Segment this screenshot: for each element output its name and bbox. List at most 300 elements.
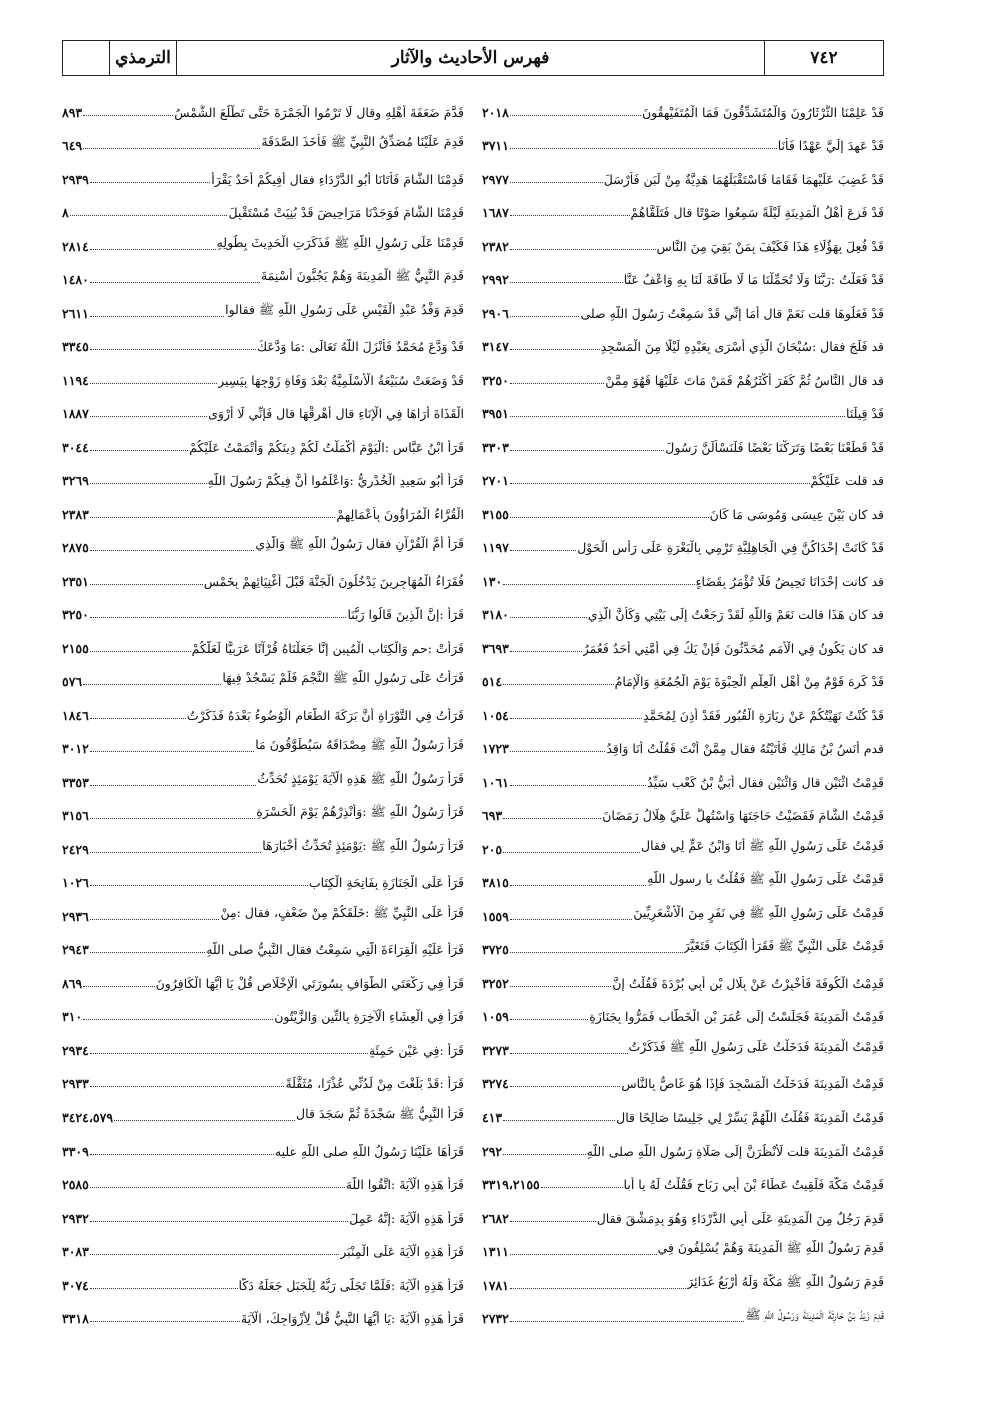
hadith-number: ٢٦١١ <box>62 305 89 321</box>
dot-leader <box>90 818 255 819</box>
dot-leader <box>510 517 709 518</box>
index-entry <box>482 861 884 895</box>
hadith-number: ١٦٨٧ <box>482 205 509 221</box>
index-entry <box>482 291 884 325</box>
entry-text: قَدْ قَطَعْنَا بَعْضًا وَتَرَكْنَا بَعْضًا فَلَنَسْأَلَنَّ رَسُولَ <box>665 439 884 455</box>
entry-text: قَدِمْنَا الشَّامَ فَأَتَانَا أَبُو الدَّرْدَاءِ فقال أَفِيكُمْ أَحَدٌ يَقْرَأُ <box>211 171 464 187</box>
dot-leader <box>83 986 154 987</box>
dot-leader <box>510 1254 657 1255</box>
index-entry <box>482 1129 884 1163</box>
dot-leader <box>90 1187 345 1188</box>
entry-text: قَدَّمَ ضَعَفَةَ أَهْلِهِ وقال لَا تَرْمُوا الْجَمْرَةَ حَتَّى تَطْلُعَ الشَّمْسُ <box>174 104 464 120</box>
hadith-number: ٣١٥٥ <box>482 506 509 522</box>
entry-text: قَدْ وَضَعَتْ سُبَيْعَةُ الْأَسْلَمِيَّةُ بَعْدَ وَفَاةِ زَوْجِهَا بِيَسِيرٍ <box>218 372 464 388</box>
entry-text: قَدِمْتُ عَلَى رَسُولِ اللَّهِ ﷺ فَقُلْتُ يا رسول اللَّهِ <box>647 871 884 887</box>
hadith-number: ٥١٤ <box>482 674 503 690</box>
hadith-number: ٣٠٨٣ <box>62 1244 89 1260</box>
hadith-number: ١٤٨٠ <box>62 272 89 288</box>
entry-text: قَدْ فَعَلْتُ :رَبَّنَا وَلَا تُحَمِّلْنَا مَا لَا طَاقَةَ لَنَا بِهِ وَاعْفُ عَنَّا <box>623 272 884 288</box>
hadith-number: ٢٩٣٣ <box>62 1076 89 1092</box>
hadith-number: ٣٢٥٠ <box>482 372 509 388</box>
hadith-number: ٢٩٣٦ <box>62 908 89 924</box>
dot-leader <box>90 1254 339 1255</box>
entry-text: قَرَأْتُ فِي التَّوْرَاةِ أَنَّ بَرَكَةَ الطَّعَامِ الْوُضُوءُ بَعْدَهُ فَذَكَرْتُ <box>186 707 464 723</box>
hadith-number: ٢٦٨٢ <box>482 1210 509 1226</box>
index-entry <box>482 1163 884 1197</box>
entry-text: قَدِمَ رَسُولُ اللَّهِ ﷺ مَكَّةَ وَلَهُ أَرْبَعُ غَدَائِرَ <box>687 1273 884 1289</box>
hadith-number: ٣٢٦٩ <box>62 473 89 489</box>
index-entry <box>62 459 464 493</box>
index-entry <box>62 1095 464 1129</box>
index-entry <box>482 526 884 560</box>
dot-leader <box>510 483 810 484</box>
index-entry <box>482 760 884 794</box>
entry-text: قَرَأَ رَسُولُ اللَّهِ ﷺ :وَأَنْذِرْهُمْ يَوْمَ الْحَسْرَةِ <box>256 804 464 820</box>
index-entry <box>62 928 464 962</box>
index-entry <box>482 693 884 727</box>
index-entry <box>62 1163 464 1197</box>
dot-leader <box>510 383 604 384</box>
hadith-number: ٨٦٩ <box>62 975 83 991</box>
header-empty-cell <box>63 41 109 75</box>
entry-text: قَدِمْتُ الشَّامَ فَقَضَيْتُ حَاجَتَهَا وَاسْتُهِلَّ عَلَيَّ هِلَالُ رَمَضَانَ <box>602 808 884 824</box>
dot-leader <box>90 182 210 183</box>
hadith-number: ٢٩٢ <box>482 1143 503 1159</box>
dot-leader <box>510 718 642 719</box>
entry-text: قَرَأَ هَذِهِ الْآيَةَ :اتَّقُوا اللَّهَ <box>345 1177 464 1193</box>
index-entry <box>62 995 464 1029</box>
entry-text: قَدِمْتُ الْمَدِينَةَ فَجَلَسْتُ إِلَى عُمَرَ بْنِ الْخَطَّابِ فَمَرُّوا بِجَنَازَةٍ <box>589 1009 884 1025</box>
hadith-number: ٢٩٣٩ <box>62 171 89 187</box>
entry-text: قَدِمَ عَلَيْنَا مُصَدِّقُ النَّبِيِّ ﷺ فَأَخَذَ الصَّدَقَةَ <box>261 134 464 150</box>
index-entry <box>62 358 464 392</box>
dot-leader <box>510 148 777 149</box>
dot-leader <box>503 818 601 819</box>
dot-leader <box>90 718 186 719</box>
dot-leader <box>90 550 254 551</box>
index-entry <box>62 325 464 359</box>
hadith-number: ٣١٥٦ <box>62 808 89 824</box>
index-entry <box>62 157 464 191</box>
dot-leader <box>510 349 600 350</box>
index-entry <box>482 1028 884 1062</box>
hadith-number: ٢٧٣٢ <box>482 1311 509 1327</box>
index-entry <box>62 1129 464 1163</box>
hadith-number: ٣٠١٢ <box>62 741 89 757</box>
index-entry <box>62 291 464 325</box>
dot-leader <box>503 684 613 685</box>
entry-text: قَدِمَ رَجُلٌ مِنَ الْمَدِينَةِ عَلَى أَبِي الدَّرْدَاءِ وَهُوَ بِدِمَشْقَ فقال <box>596 1210 884 1226</box>
entry-text: قدم أَنَسُ بْنُ مَالِكٍ فَأَتَيْتُهُ فقال مِمَّنْ أَنْتَ فَقُلْتُ أَنَا وَاقِدُ <box>606 741 884 757</box>
index-entry <box>62 392 464 426</box>
dot-leader <box>503 584 695 585</box>
entry-text: قَدِمْتُ الْمَدِينَةَ فَدَخَلْتُ عَلَى رَسُولِ اللَّهِ ﷺ فَذَكَرْتُ <box>628 1038 884 1054</box>
index-entry <box>482 928 884 962</box>
entry-text: قَرَأَ ابْنُ عَبَّاسٍ :الْيَوْمَ أَكْمَلْتُ لَكُمْ دِينَكُمْ وَأَتْمَمْتُ عَلَيْكُمْ <box>189 439 464 455</box>
index-entry <box>482 1297 884 1331</box>
hadith-number: ٣٧١١ <box>482 138 509 154</box>
dot-leader <box>510 785 646 786</box>
entry-text: قَرَأَ رَسُولُ اللَّهِ ﷺ :يَوْمَئِذٍ تُحَدِّثُ أَخْبَارَهَا <box>262 837 464 853</box>
hadith-number: ٣١٠ <box>62 1009 83 1025</box>
hadith-number: ١٣١١ <box>482 1244 509 1260</box>
dot-leader <box>90 1086 285 1087</box>
entry-text: قَرَأَ هَذِهِ الْآيَةَ :إِنَّهُ عَمِلَ <box>349 1210 464 1226</box>
page-header <box>62 40 884 76</box>
entry-text: قَدِمَ رَسُولُ اللَّهِ ﷺ الْمَدِينَةَ وَهُمْ يُسْلِفُونَ فِي <box>657 1240 884 1256</box>
dot-leader <box>510 416 845 417</box>
hadith-number: ١٨٤٦ <box>62 707 89 723</box>
index-entry <box>482 392 884 426</box>
entry-text: قَدِمَ زَيْدُ بْنُ حَارِثَةَ الْمَدِينَةَ وَرَسُولُ اللَّهِ ﷺ <box>745 1307 884 1323</box>
index-entry <box>62 827 464 861</box>
index-page <box>62 40 884 1330</box>
dot-leader <box>510 919 632 920</box>
hadith-number: ١٧٨١ <box>482 1277 509 1293</box>
index-entry <box>482 626 884 660</box>
dot-leader <box>503 1154 585 1155</box>
dot-leader <box>90 1321 240 1322</box>
hadith-number: ٣٩٥١ <box>482 406 509 422</box>
hadith-number: ١٠٥٤ <box>482 707 509 723</box>
index-entry <box>62 1263 464 1297</box>
index-entry <box>482 1062 884 1096</box>
entry-text: قَدْ فُعِلَ بِهَؤُلَاءِ هَذَا فَكَيْفَ بِمَنْ بَقِيَ مِنَ النَّاسِ <box>656 238 884 254</box>
entry-text: قَرَأَ فِي الْعِشَاءِ الْآخِرَةِ بِالتِّينِ وَالزَّيْتُونِ <box>274 1009 464 1025</box>
hadith-number: ٦٤٩ <box>62 138 83 154</box>
page-title: فهرس الأحاديث والآثار <box>176 41 764 75</box>
hadith-number: ٣١٤٧ <box>482 339 509 355</box>
entry-text: قَرَأَ رَسُولُ اللَّهِ ﷺ هَذِهِ الْآيَةَ يَوْمَئِذٍ تُحَدِّثُ <box>257 770 464 786</box>
index-entry <box>482 794 884 828</box>
entry-text: قَدِمْتُ عَلَى النَّبِيِّ ﷺ فَقَرَأَ الْكِتَابَ فَتَغَيَّرَ <box>683 938 884 954</box>
dot-leader <box>510 215 630 216</box>
hadith-number: ٣٣١٨ <box>62 1311 89 1327</box>
dot-leader <box>503 1120 615 1121</box>
page-number: ٧٤٢ <box>764 41 883 75</box>
book-name: الترمذي <box>109 41 176 75</box>
hadith-number: ١٠٥٩ <box>482 1009 509 1025</box>
entry-text: قد كان هَذَا قالت نَعَمْ وَاللَّهِ لَقَدْ رَجَعْتُ إِلَى بَيْتِي وَكَأَنَّ الَّذِي <box>587 607 884 623</box>
hadith-number: ٣٣٠٩ <box>62 1143 89 1159</box>
hadith-number: ٢٩٤٣ <box>62 942 89 958</box>
hadith-number: ١٠٢٦ <box>62 875 89 891</box>
hadith-number: ٣٠٧٤ <box>62 1277 89 1293</box>
index-entry <box>482 995 884 1029</box>
dot-leader <box>510 1321 745 1322</box>
dot-leader <box>510 115 641 116</box>
hadith-number: ٢٧٠١ <box>482 473 509 489</box>
dot-leader <box>90 651 191 652</box>
dot-leader <box>90 751 254 752</box>
entry-text: قد فَلَجَ فقال :سُبْحَانَ الَّذِي أَسْرَى بِعَبْدِهِ لَيْلًا مِنَ الْمَسْجِدِ <box>600 339 884 355</box>
hadith-number: ٨٩٣ <box>62 104 83 120</box>
hadith-number: ٣٦٩٣ <box>482 640 509 656</box>
dot-leader <box>510 249 656 250</box>
dot-leader <box>510 316 580 317</box>
entry-text: قَرَأَ هَذِهِ الْآيَةَ :يَا أَيُّهَا النَّبِيُّ قُلْ لِأَزْوَاجِكَ، الْآيَةَ <box>240 1311 464 1327</box>
dot-leader <box>114 1120 295 1121</box>
hadith-number: ٣٢٧٤ <box>482 1076 509 1092</box>
hadith-number: ١١٩٤ <box>62 372 89 388</box>
dot-leader <box>90 517 336 518</box>
index-entry <box>482 961 884 995</box>
dot-leader <box>503 852 640 853</box>
hadith-number: ٢٩٣٢ <box>62 1210 89 1226</box>
dot-leader <box>90 416 207 417</box>
hadith-number: ٣٠٤٤ <box>62 439 89 455</box>
entry-text: قَرَأَ هَذِهِ الْآيَةَ :فَلَمَّا تَجَلَّى رَبُّهُ لِلْجَبَلِ جَعَلَهُ دَكًّا <box>238 1277 464 1293</box>
entry-text: قَدِمْتُ عَلَى رَسُولِ اللَّهِ ﷺ فِي نَفَرٍ مِنَ الْأَشْعَرِيِّينَ <box>633 904 884 920</box>
entry-text: قد قال النَّاسُ ثُمَّ كَفَرَ أَكْثَرُهُمْ فَمَنْ مَاتَ عَلَيْهَا فَهُوَ مِمَّنْ <box>605 372 884 388</box>
hadith-number: ٢١٥٥ <box>62 640 89 656</box>
index-entry <box>482 124 884 158</box>
entry-text: قَدْ غَضِبَ عَلَيْهِمَا فَقَامَا فَاسْتَقْبَلَهُمَا هَدِيَّةٌ مِنْ لَبَنٍ فَأَرْسَلَ <box>603 171 884 187</box>
index-entry <box>482 459 884 493</box>
index-entry <box>62 1062 464 1096</box>
hadith-number: ٣٣٥٣ <box>62 774 89 790</box>
hadith-number: ٣٧٢٥ <box>482 942 509 958</box>
dot-leader <box>90 349 256 350</box>
index-entry <box>62 258 464 292</box>
entry-text: قَرَأَ عَلَى النَّبِيِّ ﷺ :خَلَقَكُمْ مِنْ ضَعْفٍ، فقال :مِنْ <box>220 904 464 920</box>
index-entry <box>62 961 464 995</box>
dot-leader <box>510 986 611 987</box>
index-entry <box>482 894 884 928</box>
hadith-number: ٣٨١٥ <box>482 875 509 891</box>
dot-leader <box>510 651 582 652</box>
index-entry <box>62 660 464 694</box>
entry-text: قَدْ فَزِعَ أَهْلُ الْمَدِينَةِ لَيْلَةً سَمِعُوا صَوْتًا قال فَتَلَقَّاهُمْ <box>630 205 884 221</box>
left-column <box>62 90 464 1330</box>
entry-text: قَدِمَ النَّبِيُّ ﷺ الْمَدِينَةَ وَهُمْ يَجُبُّونَ أَسْنِمَةَ <box>260 268 464 284</box>
dot-leader <box>70 215 228 216</box>
hadith-number: ٢٨٧٥ <box>62 540 89 556</box>
index-entry <box>482 1196 884 1230</box>
dot-leader <box>90 952 205 953</box>
index-entry <box>62 1297 464 1331</box>
entry-text: قَدْ عَهِدَ إِلَيَّ عَهْدًا فَأَنَا <box>777 138 884 154</box>
dot-leader <box>541 1187 623 1188</box>
dot-leader <box>510 1288 686 1289</box>
index-entry <box>482 90 884 124</box>
index-entry <box>482 559 884 593</box>
index-entry <box>62 760 464 794</box>
index-entry <box>482 425 884 459</box>
dot-leader <box>90 383 217 384</box>
index-entry <box>62 90 464 124</box>
index-entry <box>482 660 884 694</box>
index-entry <box>62 693 464 727</box>
index-entry <box>62 124 464 158</box>
entry-text: قَدْ كُنْتُ نَهَيْتُكُمْ عَنْ زِيَارَةِ الْقُبُورِ فَقَدْ أُذِنَ لِمُحَمَّدٍ <box>642 707 884 723</box>
hadith-number: ٢٣٨٢ <box>482 238 509 254</box>
entry-text: قَدِمَ وَفْدُ عَبْدِ الْقَيْسِ عَلَى رَسُولِ اللَّهِ ﷺ فقالوا <box>225 301 464 317</box>
hadith-number: ٥٧٦ <box>62 674 83 690</box>
hadith-number: ٦٩٣ <box>482 808 503 824</box>
hadith-number: ٣٣١٩،٢١٥٥ <box>482 1177 540 1193</box>
dot-leader <box>510 617 587 618</box>
hadith-number: ١١٩٧ <box>482 540 509 556</box>
entry-text: قَرَأَ :إِنَّ الَّذِينَ قَالُوا رَبُّنَا <box>347 607 464 623</box>
entry-text: قَرَأْتُ عَلَى رَسُولِ اللَّهِ ﷺ النَّجْمَ فَلَمْ يَسْجُدْ فِيهَا <box>222 670 464 686</box>
index-entry <box>482 1095 884 1129</box>
index-entry <box>482 224 884 258</box>
entry-text: قَدِمْنَا عَلَى رَسُولِ اللَّهِ ﷺ فَذَكَرَتِ الْحَدِيثَ بِطُولِهِ <box>216 234 464 250</box>
dot-leader <box>83 115 173 116</box>
entry-text: الْقُرَّاءُ الْمُرَاؤُونَ بِأَعْمَالِهِمْ <box>336 506 464 522</box>
dot-leader <box>90 483 207 484</box>
dot-leader <box>90 885 308 886</box>
hadith-number: ٢٩٩٢ <box>482 272 509 288</box>
entry-text: قَدِمْتُ اثْنَيْنِ قال وَاثْنَيْنِ فقال أُبَيُّ بْنُ كَعْبٍ سَيِّدُ <box>647 774 884 790</box>
index-entry <box>482 827 884 861</box>
index-entry <box>62 492 464 526</box>
entry-text: قَرَأَ عَلَيْهِ الْقِرَاءَةَ الَّتِي سَمِعْتُ فقال النَّبِيُّ صلى اللَّهِ <box>206 942 464 958</box>
entry-text: قد كانت إِحْدَانَا تَحِيضُ فَلَا تُؤْمَرُ بِقَضَاءٍ <box>695 573 884 589</box>
entry-text: قَرَأَتْ :حم وَالْكِتَابِ الْمُبِينِ إِنَّا جَعَلْنَاهُ قُرْآنًا عَرَبِيًّا لَعَلَّكُمْ <box>191 640 464 656</box>
dot-leader <box>90 1154 274 1155</box>
entry-text: قَرَأَ :قَدْ بَلَغْتَ مِنْ لَدُنِّي عُذْرًا، مُثَقَّلَةً <box>285 1076 464 1092</box>
dot-leader <box>90 785 256 786</box>
hadith-number: ١٠٦١ <box>482 774 509 790</box>
hadith-number: ٢٤٢٩ <box>62 841 89 857</box>
dot-leader <box>90 852 261 853</box>
index-entry <box>62 559 464 593</box>
entry-text: قَدِمْتُ الْمَدِينَةَ قلت لَأَنْظُرَنَّ إِلَى صَلَاةِ رَسُولِ اللَّهِ صلى اللَّهِ <box>586 1143 884 1159</box>
dot-leader <box>510 952 683 953</box>
entry-text: قد قلت عَلَيْكُمْ <box>810 473 884 489</box>
dot-leader <box>83 684 221 685</box>
entry-text: قَدْ قِيلَنَا <box>846 406 884 422</box>
hadith-number: ٢٠١٨ <box>482 104 509 120</box>
entry-text: قَدْ فَعَلُوهَا قلت نَعَمْ قال أَمَا إِنِّي قَدْ سَمِعْتُ رَسُولَ اللَّهِ صلى <box>580 305 884 321</box>
dot-leader <box>510 282 623 283</box>
entry-text: قَرَأَ :فِي عَيْنٍ حَمِئَةٍ <box>368 1042 464 1058</box>
entry-text: قَدْ وَدَّعَ مُحَمَّدٌ فَأَنْزَلَ اللَّهُ تَعَالَى :مَا وَدَّعَكَ <box>256 339 464 355</box>
entry-text: قد كان يَكُونُ فِي الْأُمَمِ مُحَدَّثُونَ فَإِنْ يَكُ فِي أُمَّتِي أَحَدٌ فَعُمَرُ <box>582 640 884 656</box>
hadith-number: ٣٣٤٥ <box>62 339 89 355</box>
dot-leader <box>90 1053 368 1054</box>
dot-leader <box>510 1053 628 1054</box>
index-entry <box>62 794 464 828</box>
entry-text: قَرَأَ أُمَّ الْقُرْآنِ فقال رَسُولُ اللَّهِ ﷺ وَالَّذِي <box>255 536 464 552</box>
index-entry <box>482 1230 884 1264</box>
index-entry <box>62 861 464 895</box>
hadith-number: ١٨٨٧ <box>62 406 89 422</box>
index-columns <box>62 90 884 1330</box>
dot-leader <box>510 182 603 183</box>
index-entry <box>62 593 464 627</box>
hadith-number: ٢٠٥ <box>482 841 503 857</box>
dot-leader <box>510 450 664 451</box>
dot-leader <box>510 885 646 886</box>
dot-leader <box>90 919 220 920</box>
index-entry <box>482 258 884 292</box>
index-entry <box>482 1263 884 1297</box>
entry-text: قَرَأَ عَلَى الْجَنَازَةِ بِفَاتِحَةِ الْكِتَابِ <box>308 875 464 891</box>
index-entry <box>482 191 884 225</box>
index-entry <box>482 727 884 761</box>
entry-text: قَرَأَهَا عَلَيْنَا رَسُولُ اللَّهِ صلى اللَّهِ عليه <box>274 1143 464 1159</box>
hadith-number: ٣٢٥٢ <box>482 975 509 991</box>
index-entry <box>482 325 884 359</box>
dot-leader <box>90 1288 238 1289</box>
hadith-number: ٢٥٨٥ <box>62 1177 89 1193</box>
entry-text: قَدِمْنَا الشَّامَ فَوَجَدْنَا مَرَاحِيضَ قَدْ بُنِيَتْ مُسْتَقْبِلَ <box>228 205 464 221</box>
dot-leader <box>90 584 203 585</box>
dot-leader <box>83 148 260 149</box>
hadith-number: ١٥٥٩ <box>482 908 509 924</box>
entry-text: قَرَأَ أَبُو سَعِيدٍ الْخُدْرِيُّ :وَاعْلَمُوا أَنَّ فِيكُمْ رَسُولَ اللَّهِ <box>207 473 464 489</box>
index-entry <box>62 425 464 459</box>
index-entry <box>62 626 464 660</box>
right-column <box>482 90 884 1330</box>
entry-text: قَدْ كَانَتْ إِحْدَاكُنَّ فِي الْجَاهِلِيَّةِ تَرْمِي بِالْبَعْرَةِ عَلَى رَأْسِ الْحَوْلِ <box>577 540 884 556</box>
hadith-number: ١٣٠ <box>482 573 503 589</box>
index-entry <box>62 894 464 928</box>
entry-text: قَدْ كَرِهَ قَوْمٌ مِنْ أَهْلِ الْعِلْمِ الْحِبْوَةَ يَوْمَ الْجُمُعَةِ وَالْإِمَامُ <box>614 674 884 690</box>
entry-text: قَرَأَ هَذِهِ الْآيَةَ عَلَى الْمِنْبَرِ <box>340 1244 464 1260</box>
index-entry <box>62 1196 464 1230</box>
hadith-number: ٣٣٠٣ <box>482 439 509 455</box>
index-entry <box>482 492 884 526</box>
hadith-number: ٣١٨٠ <box>482 607 509 623</box>
dot-leader <box>510 1086 621 1087</box>
hadith-number: ٢٨١٤ <box>62 238 89 254</box>
hadith-number: ٢٣٨٣ <box>62 506 89 522</box>
entry-text: قد كان بَيْنَ عِيسَى وَمُوسَى مَا كَانَ <box>709 506 884 522</box>
entry-text: الْقَذَاةَ أَرَاهَا فِي الْإِنَاءِ قال أَهْرِقْهَا قال فَإِنِّي لَا أَرْوَى <box>208 406 464 422</box>
hadith-number: ٣٤٢٤،٥٧٩ <box>62 1109 114 1125</box>
entry-text: قَدِمْتُ الْكُوفَةَ فَأُخْبِرْتُ عَنْ بِلَالِ بْنِ أَبِي بُرْدَةَ فَقُلْتُ إِنَّ <box>612 975 884 991</box>
index-entry <box>482 358 884 392</box>
index-entry <box>62 224 464 258</box>
hadith-number: ٣٢٥٠ <box>62 607 89 623</box>
index-entry <box>62 727 464 761</box>
entry-text: قَرَأَ فِي رَكْعَتَيِ الطَّوَافِ بِسُورَتَيِ الْإِخْلَاصِ قُلْ يَا أَيُّهَا الْكَافِرُونَ <box>155 975 464 991</box>
index-entry <box>482 157 884 191</box>
entry-text: فُقَرَاءُ الْمُهَاجِرِينَ يَدْخُلُونَ الْجَنَّةَ قَبْلَ أَغْنِيَائِهِمْ بِخَمْسِ <box>203 573 464 589</box>
dot-leader <box>510 1019 588 1020</box>
dot-leader <box>510 751 606 752</box>
hadith-number: ٢٩٧٧ <box>482 171 509 187</box>
dot-leader <box>90 249 216 250</box>
entry-text: قَرَأَ النَّبِيُّ ﷺ سَجْدَةً ثُمَّ سَجَدَ قال <box>296 1105 464 1121</box>
index-entry <box>62 1230 464 1264</box>
index-entry <box>62 191 464 225</box>
dot-leader <box>510 1221 596 1222</box>
entry-text: قَدِمْتُ مَكَّةَ فَلَقِيتُ عَطَاءَ بْنَ أَبِي رَبَاحٍ فَقُلْتُ لَهُ يا أبا <box>623 1177 884 1193</box>
hadith-number: ٢٩٣٤ <box>62 1042 89 1058</box>
index-entry <box>62 526 464 560</box>
hadith-number: ٤١٣ <box>482 1109 503 1125</box>
dot-leader <box>510 550 576 551</box>
dot-leader <box>90 282 260 283</box>
index-entry <box>482 593 884 627</box>
hadith-number: ٣٢٧٣ <box>482 1042 509 1058</box>
hadith-number: ٨ <box>62 205 69 221</box>
hadith-number: ٢٩٠٦ <box>482 305 509 321</box>
hadith-number: ٢٣٥١ <box>62 573 89 589</box>
entry-text: قَدِمْتُ الْمَدِينَةَ فَقُلْتُ اللَّهُمَّ يَسِّرْ لِي جَلِيسًا صَالِحًا قال <box>616 1109 884 1125</box>
dot-leader <box>83 1019 273 1020</box>
hadith-number: ١٧٢٣ <box>482 741 509 757</box>
index-entry <box>62 1028 464 1062</box>
dot-leader <box>90 450 188 451</box>
dot-leader <box>90 316 224 317</box>
entry-text: قَدْ عَلِمْنَا الثَّرْثَارُونَ وَالْمُتَشَدِّقُونَ فَمَا الْمُتَفَيْهِقُونَ <box>641 104 884 120</box>
